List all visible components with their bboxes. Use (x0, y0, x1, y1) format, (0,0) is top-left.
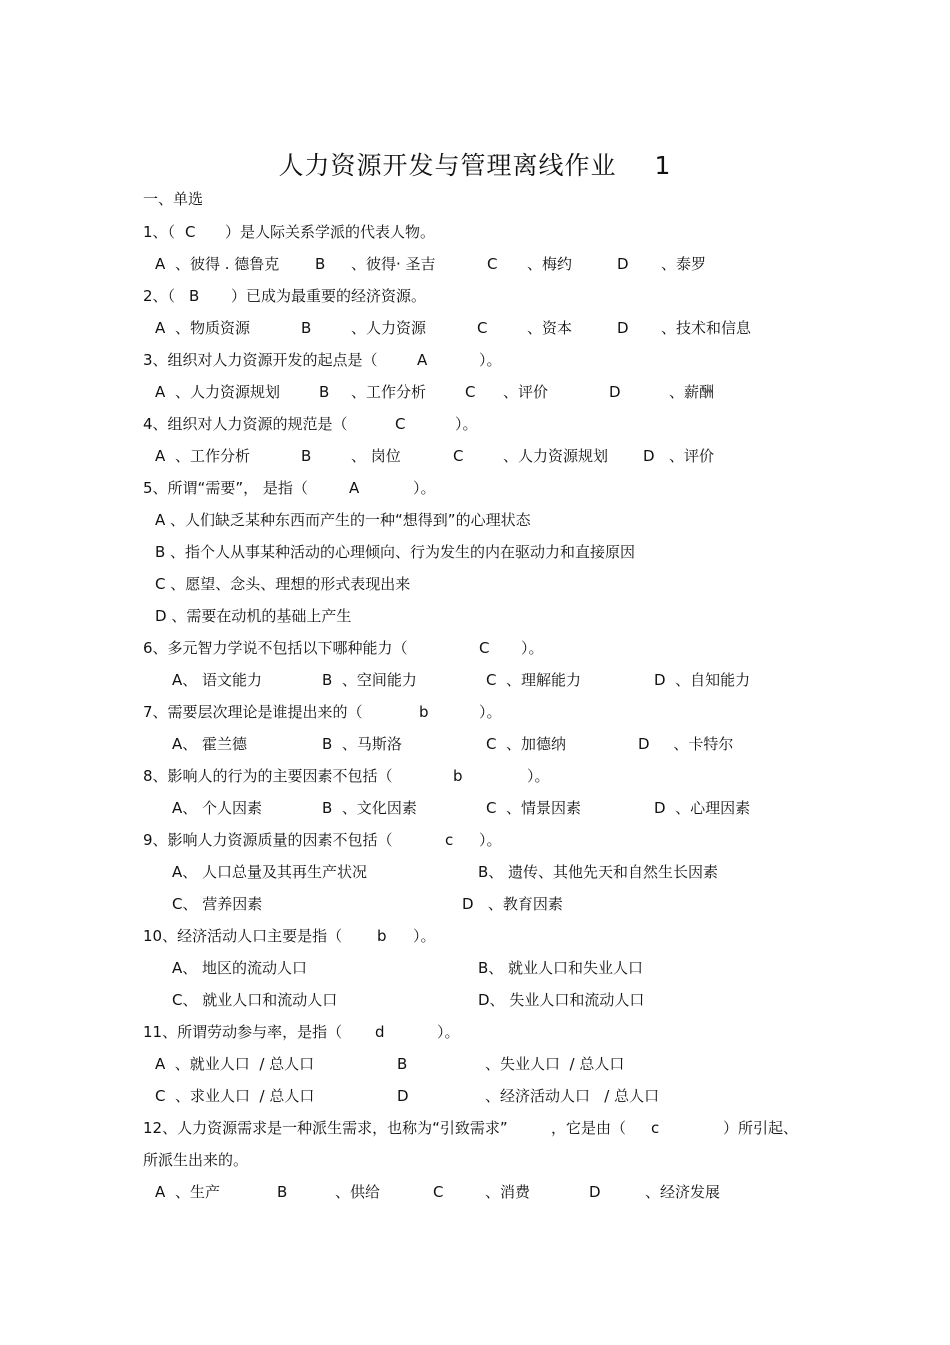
q3-option-a-text: 、人力资源规划 (175, 383, 281, 401)
q7-option-d: D 、卡特尔 (638, 735, 734, 753)
q10-option-d: D、 失业人口和流动人口 (478, 991, 645, 1009)
q3-stem-prefix: 3、组织对人力资源开发的起点是（ (143, 351, 378, 369)
q11-stem-prefix: 11、所谓劳动参与率，是指（ (143, 1023, 343, 1041)
q7-option-b: B 、马斯洛 (322, 735, 402, 753)
q7-stem-suffix: ）。 (479, 703, 502, 721)
q9-option-c: C、 营养因素 (172, 895, 263, 913)
q6-option-d: D 、自知能力 (654, 671, 751, 689)
q5-stem-suffix: ）。 (413, 479, 436, 497)
q11-stem-suffix: ）。 (437, 1023, 460, 1041)
q2-option-b-text: 、人力资源 (351, 319, 427, 337)
q10-answer: b (377, 927, 387, 945)
q9-option-d: D 、教育因素 (462, 895, 563, 913)
q11-option-b-text: 、失业人口 / 总人口 (485, 1055, 625, 1073)
q11-option-b-letter: B (397, 1055, 408, 1073)
q3-option-b-text: 、工作分析 (351, 383, 427, 401)
q11-option-d-letter: D (397, 1087, 409, 1105)
q4-option-c-letter: C (453, 447, 464, 465)
q12-stem-part2: ，它是由（ (551, 1119, 627, 1137)
q12-answer: c (651, 1119, 660, 1137)
q12-option-d-text: 、经济发展 (645, 1183, 721, 1201)
q8-option-b: B 、文化因素 (322, 799, 417, 817)
q10-stem-prefix: 10、经济活动人口主要是指（ (143, 927, 343, 945)
q7-option-a: A、 霍兰德 (172, 735, 248, 753)
q6-option-b: B 、空间能力 (322, 671, 417, 689)
q10-stem-suffix: ）。 (413, 927, 436, 945)
section-heading: 一、单选 (143, 190, 204, 208)
q3-option-c-letter: C (465, 383, 476, 401)
q12-option-c-text: 、消费 (485, 1183, 531, 1201)
q9-option-a: A、 人口总量及其再生产状况 (172, 863, 368, 881)
q6-option-c: C 、理解能力 (486, 671, 582, 689)
q3-stem-suffix: ）。 (479, 351, 502, 369)
q1-stem-prefix: 1、（ (143, 223, 176, 241)
q2-stem-prefix: 2、（ (143, 287, 176, 305)
q2-option-d-text: 、技术和信息 (661, 319, 752, 337)
q1-option-d-letter: D (617, 255, 629, 273)
q10-option-b: B、 就业人口和失业人口 (478, 959, 644, 977)
q6-answer: C (479, 639, 490, 657)
q12-option-b-text: 、供给 (335, 1183, 381, 1201)
q2-option-b-letter: B (301, 319, 312, 337)
q1-stem-suffix: ）是人际关系学派的代表人物。 (225, 223, 436, 241)
q3-option-c-text: 、评价 (503, 383, 549, 401)
q1-option-b-text: 、彼得· 圣吉 (351, 255, 436, 273)
q12-option-a-letter: A (155, 1183, 166, 1201)
q6-option-a: A、 语文能力 (172, 671, 263, 689)
q4-option-a-letter: A (155, 447, 166, 465)
question-12-stem-continued: 所派生出来的。 (143, 1151, 249, 1169)
q12-stem-part1: 12、人力资源需求是一种派生需求，也称为“引致需求” (143, 1119, 508, 1137)
q6-stem-suffix: ）。 (521, 639, 544, 657)
q3-option-a-letter: A (155, 383, 166, 401)
q5-option-c: C 、愿望、念头、理想的形式表现出来 (155, 575, 411, 593)
q5-answer: A (349, 479, 360, 497)
q4-stem-suffix: ）。 (455, 415, 478, 433)
q8-option-c: C 、情景因素 (486, 799, 582, 817)
q12-option-d-letter: D (589, 1183, 601, 1201)
q5-option-a: A 、人们缺乏某种东西而产生的一种“想得到”的心理状态 (155, 511, 531, 529)
q8-stem-prefix: 8、影响人的行为的主要因素不包括（ (143, 767, 393, 785)
q11-option-c: C 、求业人口 / 总人口 (155, 1087, 315, 1105)
q11-option-d-text: 、经济活动人口 / 总人口 (485, 1087, 660, 1105)
q4-option-a-text: 、工作分析 (175, 447, 251, 465)
q11-answer: d (375, 1023, 385, 1041)
q12-option-c-letter: C (433, 1183, 444, 1201)
q4-option-d-text: 、评价 (669, 447, 715, 465)
q9-answer: c (445, 831, 454, 849)
q7-option-c: C 、加德纳 (486, 735, 567, 753)
q10-option-c: C、 就业人口和流动人口 (172, 991, 338, 1009)
q2-option-d-letter: D (617, 319, 629, 337)
q6-stem-prefix: 6、多元智力学说不包括以下哪种能力（ (143, 639, 408, 657)
q1-option-a-letter: A (155, 255, 166, 273)
q9-option-b: B、 遗传、其他先天和自然生长因素 (478, 863, 719, 881)
title-number: 1 (654, 151, 672, 180)
q2-option-a-text: 、物质资源 (175, 319, 251, 337)
q3-option-d-text: 、薪酬 (669, 383, 715, 401)
q4-answer: C (395, 415, 406, 433)
q7-stem-prefix: 7、需要层次理论是谁提出来的（ (143, 703, 363, 721)
q12-option-a-text: 、生产 (175, 1183, 221, 1201)
q2-stem-suffix: ）已成为最重要的经济资源。 (231, 287, 427, 305)
q4-stem-prefix: 4、组织对人力资源的规范是（ (143, 415, 348, 433)
q5-stem-prefix: 5、所谓“需要”， 是指（ (143, 479, 308, 497)
q2-option-a-letter: A (155, 319, 166, 337)
q1-option-c-letter: C (487, 255, 498, 273)
q9-stem-suffix: ）。 (479, 831, 502, 849)
q2-answer: B (189, 287, 200, 305)
q11-option-a: A 、就业人口 / 总人口 (155, 1055, 315, 1073)
q2-option-c-letter: C (477, 319, 488, 337)
title-text: 人力资源开发与管理离线作业 (278, 151, 617, 180)
q8-option-a: A、 个人因素 (172, 799, 263, 817)
q12-stem-part3: ）所引起、 (723, 1119, 799, 1137)
q8-answer: b (453, 767, 463, 785)
q8-option-d: D 、心理因素 (654, 799, 751, 817)
q10-option-a: A、 地区的流动人口 (172, 959, 308, 977)
q12-option-b-letter: B (277, 1183, 288, 1201)
q3-answer: A (417, 351, 428, 369)
q4-option-d-letter: D (643, 447, 655, 465)
q3-option-b-letter: B (319, 383, 330, 401)
q4-option-b-text: 、 岗位 (351, 447, 401, 465)
q7-answer: b (419, 703, 429, 721)
q1-option-d-text: 、泰罗 (661, 255, 707, 273)
q5-option-b: B 、指个人从事某种活动的心理倾向、行为发生的内在驱动力和直接原因 (155, 543, 636, 561)
q9-stem-prefix: 9、影响人力资源质量的因素不包括（ (143, 831, 393, 849)
q4-option-c-text: 、人力资源规划 (503, 447, 609, 465)
q4-option-b-letter: B (301, 447, 312, 465)
q5-option-d: D 、需要在动机的基础上产生 (155, 607, 352, 625)
q8-stem-suffix: ）。 (527, 767, 550, 785)
q2-option-c-text: 、资本 (527, 319, 573, 337)
page-title (0, 146, 950, 182)
q3-option-d-letter: D (609, 383, 621, 401)
q1-option-c-text: 、梅约 (527, 255, 573, 273)
q1-option-a-text: 、彼得 . 德鲁克 (175, 255, 280, 273)
q1-answer: C (185, 223, 196, 241)
q1-option-b-letter: B (315, 255, 326, 273)
